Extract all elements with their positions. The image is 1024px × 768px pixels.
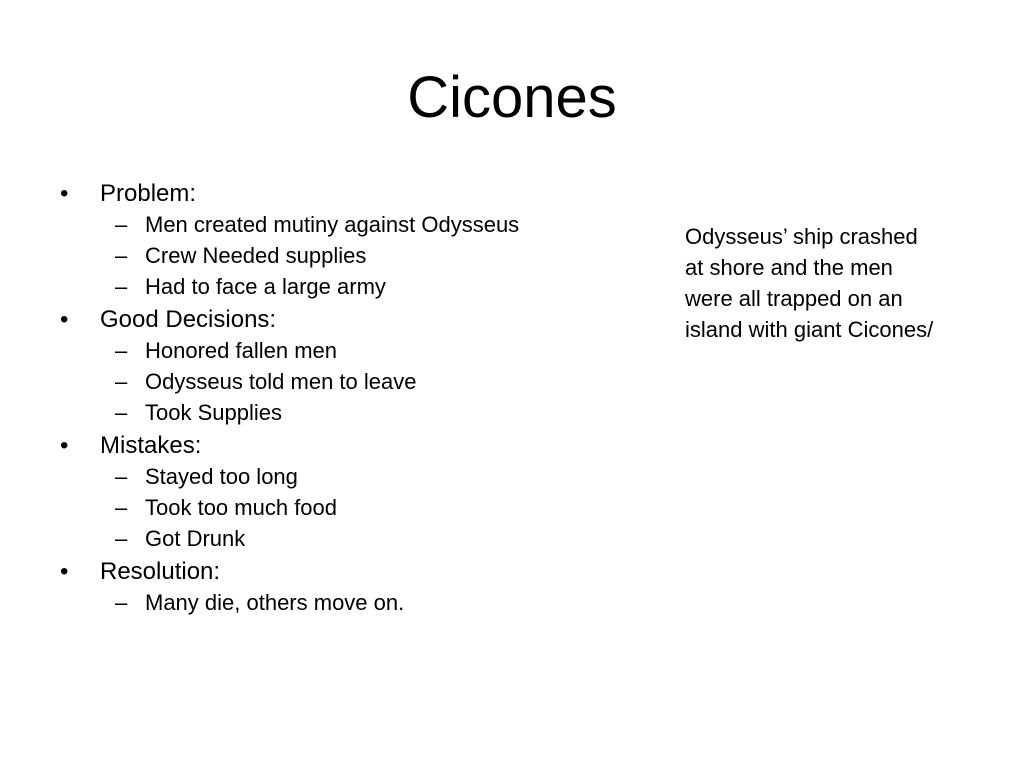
sub-bullet [60,369,660,400]
slide-title: Cicones [407,65,617,130]
dash-marker: – [115,495,128,520]
bullet-good-decisions [60,305,660,338]
sub-bullet-text: Honored fallen men [145,338,338,363]
sub-bullet [60,212,660,243]
sub-bullet [60,590,660,621]
bullet-mistakes [60,431,660,464]
sub-bullet-text: Stayed too long [145,464,298,489]
sub-bullet-text: Many die, others move on. [145,590,405,615]
dash-marker: – [115,338,128,363]
bullet-problem [60,179,660,212]
dash-marker: – [115,526,128,551]
bullet-marker: • [60,558,69,585]
side-note-line: were all trapped on an [685,286,903,311]
bullet-heading: Good Decisions: [100,306,277,333]
bullet-marker: • [60,432,69,459]
dash-marker: – [115,369,128,394]
side-note-line: at shore and the men [685,255,893,280]
dash-marker: – [115,590,128,615]
sub-bullet-text: Odysseus told men to leave [145,369,417,394]
sub-bullet [60,464,660,495]
sub-bullet [60,526,660,557]
sub-bullet [60,495,660,526]
sub-bullet-text: Men created mutiny against Odysseus [145,212,520,237]
sub-bullet [60,400,660,431]
bullet-list [60,179,660,621]
sub-bullet-text: Took Supplies [145,400,282,425]
side-note [685,221,1005,345]
bullet-heading: Problem: [100,180,197,207]
sub-bullet [60,274,660,305]
side-note-line: Odysseus’ ship crashed [685,224,918,249]
dash-marker: – [115,243,128,268]
bullet-resolution [60,557,660,590]
side-note-line: island with giant Cicones/ [685,317,934,342]
sub-bullet-text: Got Drunk [145,526,246,551]
sub-bullet-text: Had to face a large army [145,274,386,299]
sub-bullet-text: Crew Needed supplies [145,243,367,268]
bullet-marker: • [60,180,69,207]
dash-marker: – [115,464,128,489]
bullet-heading: Resolution: [100,558,221,585]
sub-bullet-text: Took too much food [145,495,338,520]
sub-bullet [60,338,660,369]
dash-marker: – [115,274,128,299]
bullet-marker: • [60,306,69,333]
dash-marker: – [115,212,128,237]
dash-marker: – [115,400,128,425]
bullet-heading: Mistakes: [100,432,202,459]
sub-bullet [60,243,660,274]
